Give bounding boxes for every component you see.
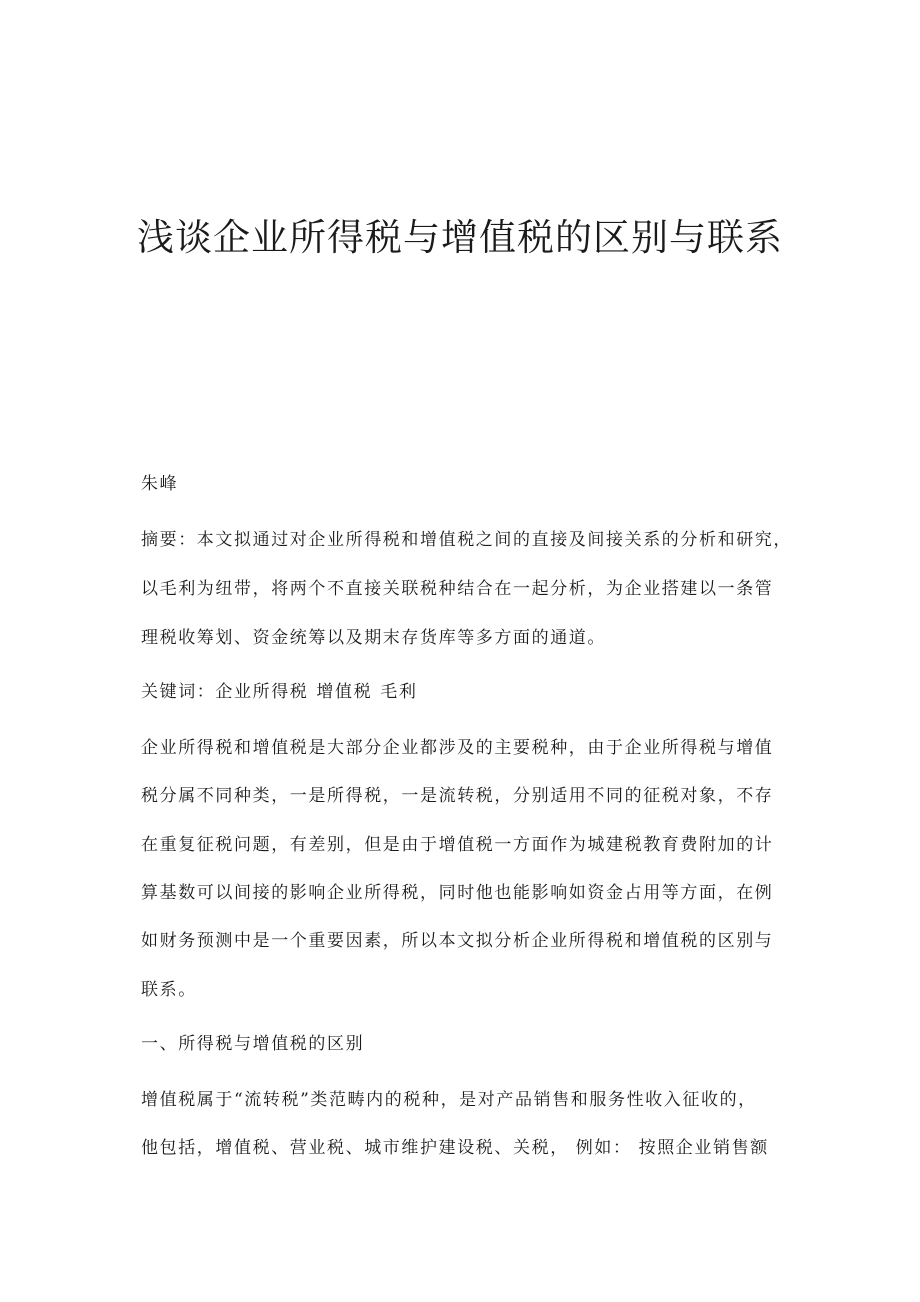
intro-line: 联系。 [141,980,197,1000]
intro-line: 企业所得税和增值税是大部分企业都涉及的主要税种，由于企业所得税与增值 [141,738,774,758]
intro-line: 如财务预测中是一个重要因素，所以本文拟分析企业所得税和增值税的区别与 [141,931,774,951]
keywords-line [141,680,417,704]
section-line: 增值税属于“流转税”类范畴内的税种，是对产品销售和服务性收入征收的， [141,1090,757,1110]
intro-line: 在重复征税问题，有差别，但是由于增值税一方面作为城建税教育费附加的计 [141,835,774,855]
keywords-label: 关键词： [141,682,216,702]
abstract-line: 以毛利为纽带，将两个不直接关联税种结合在一起分析，为企业搭建以一条管 [141,579,774,599]
abstract-line: 理税收筹划、资金统筹以及期末存货库等多方面的通道。 [141,628,606,648]
keyword-item: 增值税 [316,682,373,702]
section-line: 他包括，增值税、营业税、城市维护建设税、关税， 例如： 按照企业销售额 [141,1138,769,1158]
abstract-line: 摘要：本文拟通过对企业所得税和增值税之间的直接及间接关系的分析和研究， [141,530,792,550]
section-heading: 一、所得税与增值税的区别 [141,1034,365,1054]
keyword-item: 企业所得税 [215,682,309,702]
keyword-item: 毛利 [380,682,418,702]
author-name: 朱峰 [141,474,179,494]
document-title: 浅谈企业所得税与增值税的区别与联系 [137,216,783,259]
intro-line: 税分属不同种类，一是所得税，一是流转税，分别适用不同的征税对象，不存 [141,786,774,806]
intro-line: 算基数可以间接的影响企业所得税，同时他也能影响如资金占用等方面，在例 [141,883,774,903]
